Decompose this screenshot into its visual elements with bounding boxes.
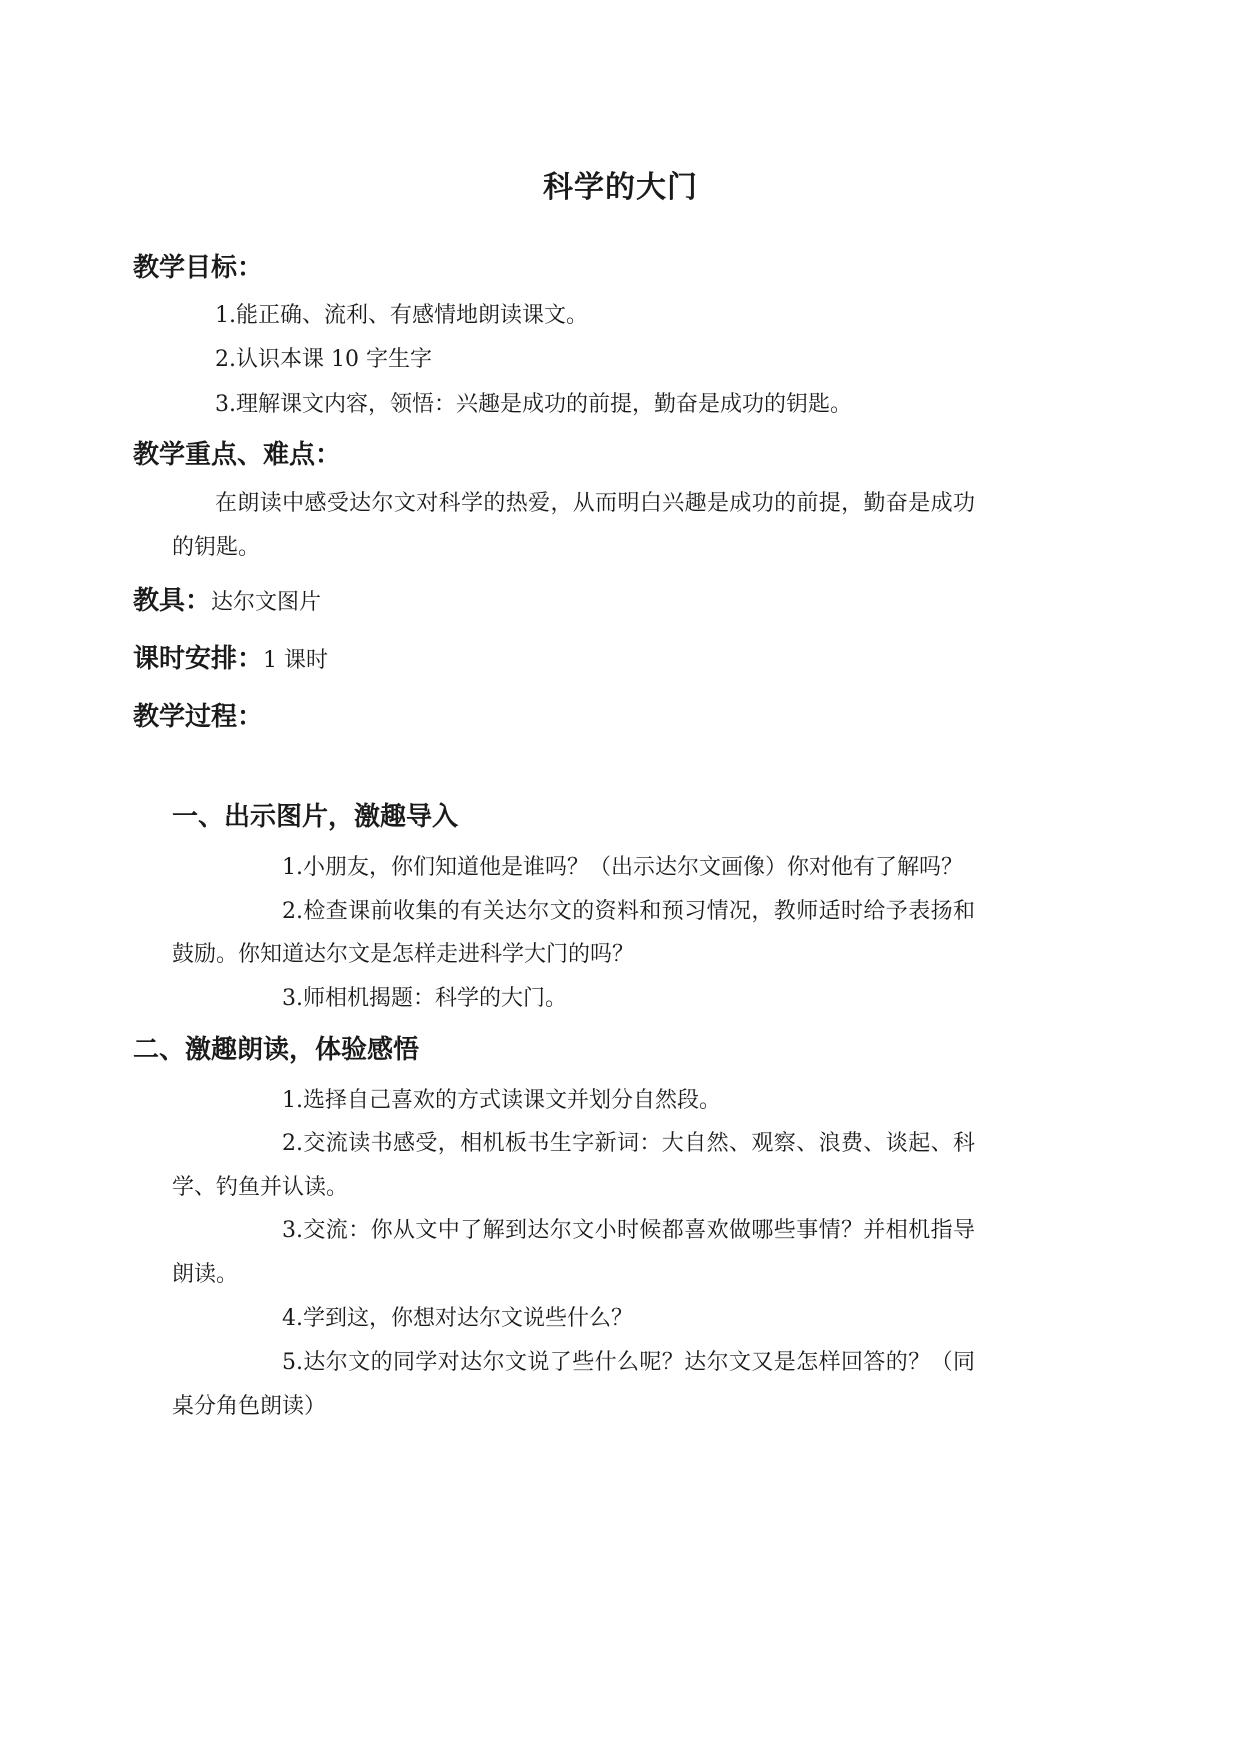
key-points-line-1: 在朗读中感受达尔文对科学的热爱，从而明白兴趣是成功的前提，勤奋是成功 (215, 491, 975, 516)
section-1-item-2-line-1: 2.检查课前收集的有关达尔文的资料和预习情况，教师适时给予表扬和 (282, 899, 975, 924)
process-heading: 教学过程： (133, 702, 264, 732)
section-2-heading: 二、激趣朗读，体验感悟 (133, 1035, 420, 1065)
section-2-item-3-line-1: 3.交流：你从文中了解到达尔文小时候都喜欢做哪些事情？并相机指导 (282, 1218, 975, 1243)
section-2-item-2-line-1: 2.交流读书感受，相机板书生字新词：大自然、观察、浪费、谈起、科 (282, 1131, 975, 1156)
section-1-item-2-line-2: 鼓励。你知道达尔文是怎样走进科学大门的吗？ (172, 942, 635, 967)
schedule-label: 课时安排： (133, 644, 264, 674)
section-2-item-5-line-2: 桌分角色朗读） (172, 1394, 327, 1419)
section-2-item-5-line-1: 5.达尔文的同学对达尔文说了些什么呢？达尔文又是怎样回答的？（同 (282, 1350, 975, 1375)
section-2-item-3-line-2: 朗读。 (172, 1262, 239, 1287)
section-2-item-2-line-2: 学、钓鱼并认读。 (172, 1175, 349, 1200)
schedule-value: 1 课时 (263, 648, 329, 673)
section-1-heading: 一、出示图片，激趣导入 (172, 802, 459, 832)
section-1-item-1: 1.小朋友，你们知道他是谁吗？（出示达尔文画像）你对他有了解吗？ (282, 855, 963, 880)
objectives-heading: 教学目标： (133, 253, 264, 283)
objective-item-3: 3.理解课文内容，领悟：兴趣是成功的前提，勤奋是成功的钥匙。 (215, 392, 852, 417)
section-1-item-3: 3.师相机揭题：科学的大门。 (282, 986, 567, 1011)
tools-value: 达尔文图片 (211, 590, 322, 615)
objective-item-1: 1.能正确、流利、有感情地朗读课文。 (215, 303, 588, 328)
tools-label: 教具： (133, 586, 212, 616)
section-2-item-4: 4.学到这，你想对达尔文说些什么？ (282, 1306, 633, 1331)
schedule-row (133, 642, 328, 678)
objective-item-2: 2.认识本课 10 字生字 (215, 347, 432, 372)
key-points-heading: 教学重点、难点： (133, 440, 342, 470)
key-points-line-2: 的钥匙。 (172, 535, 261, 560)
tools-row (133, 584, 321, 620)
section-2-item-1: 1.选择自己喜欢的方式读课文并划分自然段。 (282, 1088, 721, 1113)
document-title: 科学的大门 (543, 170, 698, 205)
